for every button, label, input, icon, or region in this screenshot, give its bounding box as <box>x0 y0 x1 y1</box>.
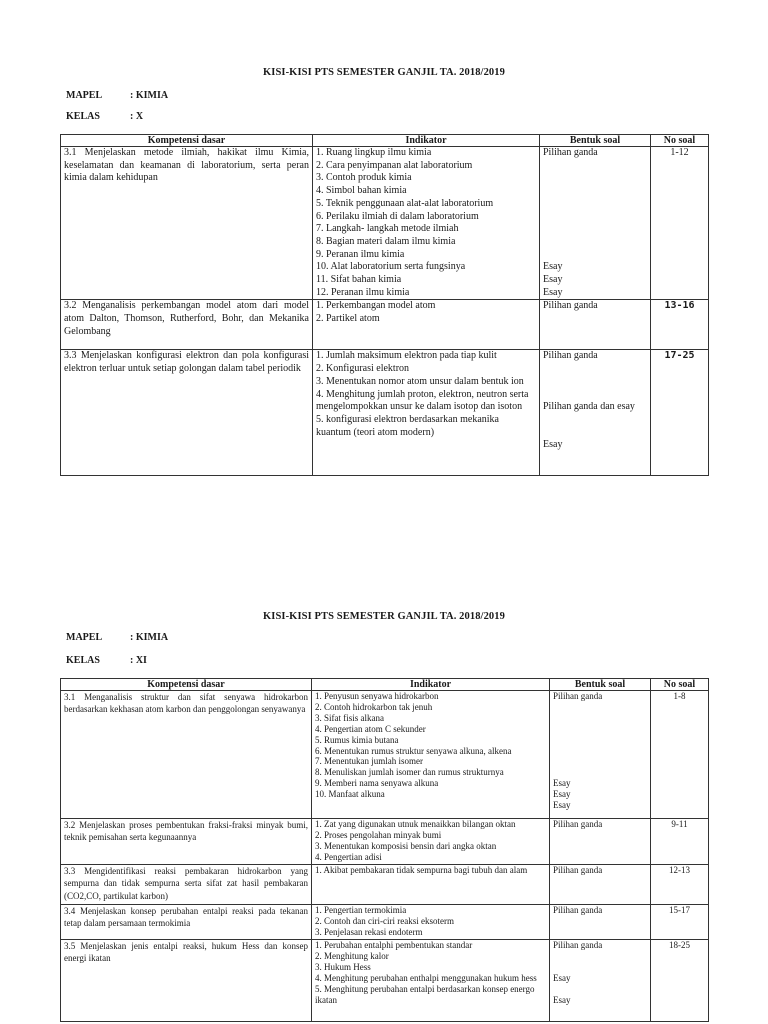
bentuk-soal-item: Esay <box>543 261 563 273</box>
kisi-kisi-table <box>60 134 709 476</box>
indikator-item: 7. Menentukan jumlah isomer <box>315 756 423 767</box>
kompetensi-dasar-cell: 3.2 Menjelaskan proses pembentukan fraksi-fraksi minyak bumi, teknik pemisahan serta kegunaannya <box>61 819 312 865</box>
kompetensi-dasar-cell: 3.5 Menjelaskan jenis entalpi reaksi, hukum Hess dan konsep energi ikatan <box>61 940 312 1022</box>
indikator-item: 3. Menentukan komposisi bensin dari angka oktan <box>315 840 497 851</box>
indikator-item: 4. Menghitung jumlah proton, elektron, neutron serta mengelompokkan unsur ke dalam isotop dan isoton <box>316 388 529 413</box>
bentuk-soal-item: Esay <box>553 778 571 789</box>
header-indikator: Indikator <box>313 135 540 147</box>
bentuk-soal-item: Pilihan ganda <box>543 147 598 158</box>
page-title: KISI-KISI PTS SEMESTER GANJIL TA. 2018/2019 <box>263 67 505 78</box>
indikator-item: 4. Pengertian adisi <box>315 851 382 862</box>
kelas-label: KELAS <box>66 655 100 666</box>
bentuk-soal-cell <box>550 691 651 819</box>
no-soal-cell: 17-25 <box>651 350 709 476</box>
indikator-item: 7. Langkah- langkah metode ilmiah <box>316 223 459 235</box>
indikator-cell <box>312 905 550 940</box>
header-indikator: Indikator <box>312 679 550 691</box>
indikator-item: 5. Menghitung perubahan entalpi berdasarkan konsep energo ikatan <box>315 983 535 1005</box>
indikator-item: 5. Rumus kimia butana <box>315 734 399 745</box>
indikator-cell <box>313 350 540 476</box>
indikator-item: 2. Partikel atom <box>316 313 380 325</box>
indikator-item: 3. Penjelasan rekasi endoterm <box>315 926 423 937</box>
indikator-item: 3. Contoh produk kimia <box>316 172 412 184</box>
mapel-label: MAPEL <box>66 90 103 101</box>
header-no-soal: No soal <box>651 135 709 147</box>
bentuk-soal-cell <box>550 865 651 905</box>
kelas-label: KELAS <box>66 111 100 122</box>
page-title: KISI-KISI PTS SEMESTER GANJIL TA. 2018/2019 <box>263 611 505 622</box>
kelas-value: : X <box>130 111 144 122</box>
bentuk-soal-item: Esay <box>543 439 563 451</box>
kisi-kisi-table <box>60 678 709 1022</box>
indikator-item: 8. Bagian materi dalam ilmu kimia <box>316 235 456 247</box>
indikator-cell <box>312 819 550 865</box>
bentuk-soal-cell <box>540 350 651 476</box>
table-header-row <box>61 135 709 147</box>
indikator-item: 6. Menentukan rumus struktur senyawa alkuna, alkena <box>315 745 512 756</box>
table-row <box>61 691 709 819</box>
indikator-item: 2. Konfigurasi elektron <box>316 363 410 375</box>
bentuk-soal-cell <box>540 147 651 300</box>
bentuk-soal-cell <box>540 300 651 350</box>
kompetensi-dasar-cell: 3.3 Menjelaskan konfigurasi elektron dan pola konfigurasi elektron terluar untuk setiap golongan dalam tabel periodik <box>61 350 313 476</box>
mapel-row <box>66 90 169 101</box>
indikator-item: 12. Peranan ilmu kimia <box>316 286 410 298</box>
no-soal-cell: 12-13 <box>651 865 709 905</box>
kompetensi-dasar-cell: 3.4 Menjelaskan konsep perubahan entalpi reaksi pada tekanan tetap dalam persamaan termokimia <box>61 905 312 940</box>
indikator-item: 1. Ruang lingkup ilmu kimia <box>316 147 432 158</box>
indikator-item: 1. Penyusun senyawa hidrokarbon <box>315 691 439 701</box>
bentuk-soal-item: Pilihan ganda <box>553 905 603 915</box>
no-soal-cell: 9-11 <box>651 819 709 865</box>
kelas-row <box>66 655 147 666</box>
bentuk-soal-cell <box>550 819 651 865</box>
indikator-cell <box>312 691 550 819</box>
table-header-row <box>61 679 709 691</box>
indikator-item: 1. Perkembangan model atom <box>316 300 436 312</box>
bentuk-soal-item: Esay <box>543 286 563 298</box>
indikator-item: 1. Zat yang digunakan utnuk menaikkan bilangan oktan <box>315 819 516 829</box>
no-soal-cell: 1-8 <box>651 691 709 819</box>
no-soal-cell: 18-25 <box>651 940 709 1022</box>
mapel-row <box>66 632 169 643</box>
bentuk-soal-item: Pilihan ganda dan esay <box>543 401 635 413</box>
bentuk-soal-item: Pilihan ganda <box>553 865 603 875</box>
indikator-item: 1. Akibat pembakaran tidak sempurna bagi tubuh dan alam <box>315 865 528 875</box>
indikator-item: 11. Sifat bahan kimia <box>316 274 402 286</box>
indikator-cell <box>313 147 540 300</box>
indikator-cell <box>312 940 550 1022</box>
table-row <box>61 147 709 300</box>
indikator-cell <box>312 865 550 905</box>
bentuk-soal-item: Pilihan ganda <box>553 940 603 950</box>
table-row <box>61 350 709 476</box>
indikator-item: 5. Teknik penggunaan alat-alat laboratorium <box>316 197 494 209</box>
header-kompetensi-dasar: Kompetensi dasar <box>61 679 312 691</box>
mapel-label: MAPEL <box>66 632 103 643</box>
indikator-item: 5. konfigurasi elektron berdasarkan mekanika kuantum (teori atom modern) <box>316 413 499 438</box>
kompetensi-dasar-cell: 3.3 Mengidentifikasi reaksi pembakaran hidrokarbon yang sempurna dan tidak sempurna serta sifat zat hasil pembakaran (CO2,CO, partikulat karbon) <box>61 865 312 905</box>
indikator-item: 8. Menuliskan jumlah isomer dan rumus strukturnya <box>315 767 504 778</box>
indikator-item: 4. Menghitung perubahan enthalpi menggunakan hukum hess <box>315 972 537 983</box>
indikator-item: 1. Jumlah maksimum elektron pada tiap kulit <box>316 350 497 362</box>
bentuk-soal-item: Esay <box>553 972 571 983</box>
indikator-item: 2. Menghitung kalor <box>315 950 389 961</box>
table-row <box>61 940 709 1022</box>
header-bentuk-soal: Bentuk soal <box>540 135 651 147</box>
indikator-item: 9. Memberi nama senyawa alkuna <box>315 778 439 789</box>
kompetensi-dasar-cell: 3.1 Menjelaskan metode ilmiah, hakikat ilmu Kimia, keselamatan dan keamanan di laboratorium, serta peran kimia dalam kehidupan <box>61 147 313 300</box>
indikator-item: 1. Pengertian termokimia <box>315 905 407 915</box>
bentuk-soal-item: Pilihan ganda <box>543 350 598 362</box>
table-row <box>61 865 709 905</box>
indikator-item: 3. Menentukan nomor atom unsur dalam bentuk ion <box>316 375 524 387</box>
indikator-item: 2. Cara penyimpanan alat laboratorium <box>316 159 473 171</box>
indikator-item: 1. Perubahan entalphi pembentukan standar <box>315 940 473 950</box>
header-no-soal: No soal <box>651 679 709 691</box>
indikator-item: 2. Proses pengolahan minyak bumi <box>315 829 442 840</box>
kompetensi-dasar-cell: 3.1 Menganalisis struktur dan sifat senyawa hidrokarbon berdasarkan kekhasan atom karbon dan penggolongan senyawanya <box>61 691 312 819</box>
bentuk-soal-item: Esay <box>553 789 571 800</box>
indikator-item: 9. Peranan ilmu kimia <box>316 248 405 260</box>
indikator-item: 2. Contoh hidrokarbon tak jenuh <box>315 701 433 712</box>
header-bentuk-soal: Bentuk soal <box>550 679 651 691</box>
header-kompetensi-dasar: Kompetensi dasar <box>61 135 313 147</box>
kompetensi-dasar-cell: 3.2 Menganalisis perkembangan model atom dari model atom Dalton, Thomson, Rutherford, Bohr, dan Mekanika Gelombang <box>61 300 313 350</box>
indikator-item: 6. Perilaku ilmiah di dalam laboratorium <box>316 210 479 222</box>
indikator-item: 4. Simbol bahan kimia <box>316 185 407 197</box>
kelas-value: : XI <box>130 655 147 666</box>
indikator-item: 4. Pengertian atom C sekunder <box>315 723 426 734</box>
mapel-value: : KIMIA <box>130 632 169 643</box>
bentuk-soal-item: Pilihan ganda <box>543 300 598 312</box>
mapel-value: : KIMIA <box>130 90 169 101</box>
bentuk-soal-item: Pilihan ganda <box>553 691 603 701</box>
table-row <box>61 905 709 940</box>
indikator-item: 3. Sifat fisis alkana <box>315 712 384 723</box>
table-row <box>61 819 709 865</box>
bentuk-soal-cell <box>550 940 651 1022</box>
bentuk-soal-item: Esay <box>553 994 571 1005</box>
bentuk-soal-cell <box>550 905 651 940</box>
bentuk-soal-item: Pilihan ganda <box>553 819 603 829</box>
no-soal-cell: 13-16 <box>651 300 709 350</box>
indikator-item: 10. Alat laboratorium serta fungsinya <box>316 261 466 273</box>
no-soal-cell: 15-17 <box>651 905 709 940</box>
indikator-item: 10. Manfaat alkuna <box>315 789 385 800</box>
bentuk-soal-item: Esay <box>553 800 571 811</box>
bentuk-soal-item: Esay <box>543 274 563 285</box>
no-soal-cell: 1-12 <box>651 147 709 300</box>
indikator-cell <box>313 300 540 350</box>
kelas-row <box>66 111 144 122</box>
indikator-item: 3. Hukum Hess <box>315 961 371 972</box>
table-row <box>61 300 709 350</box>
indikator-item: 2. Contoh dan ciri-ciri reaksi eksoterm <box>315 915 454 926</box>
